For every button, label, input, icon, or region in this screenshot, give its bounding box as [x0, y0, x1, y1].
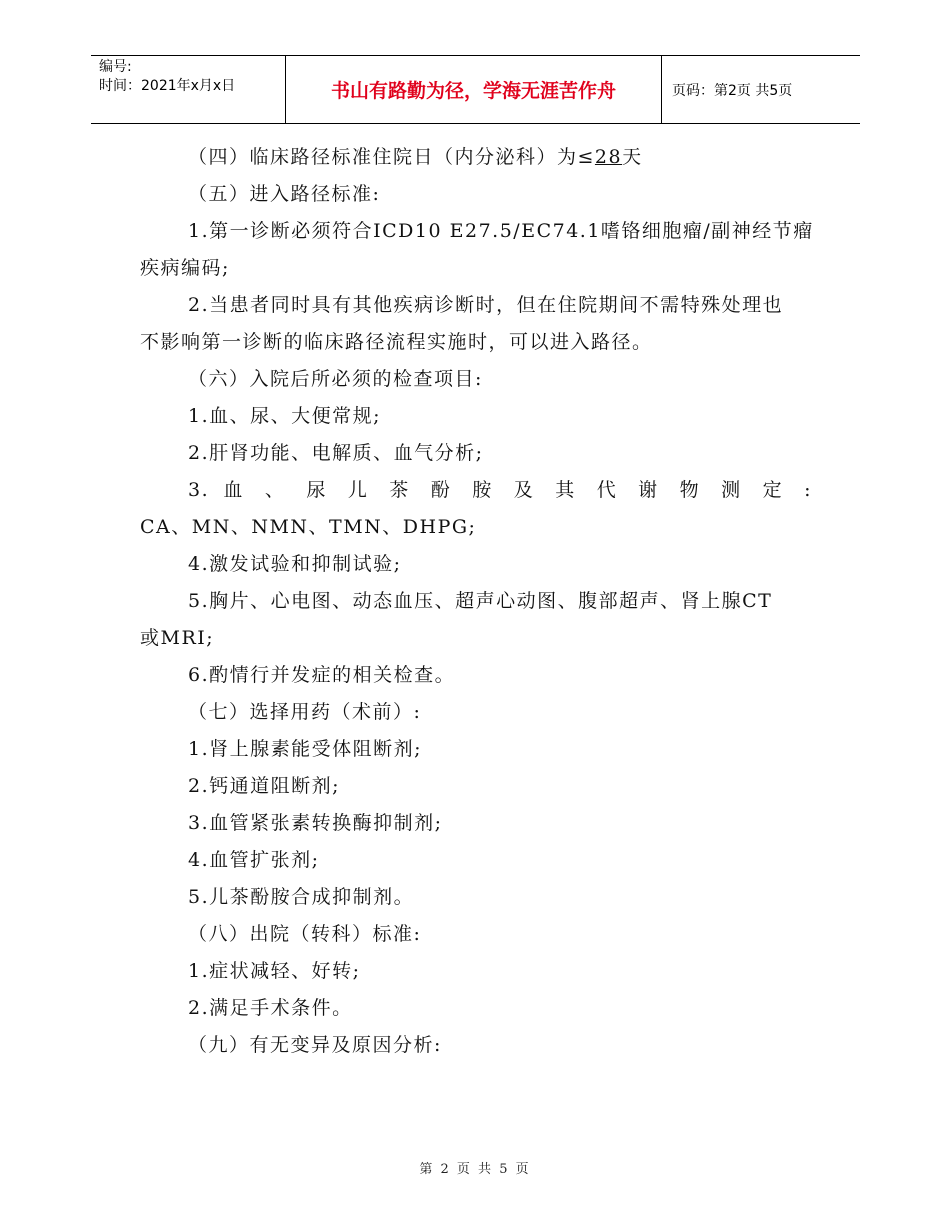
section-5-item-1: 1.第一诊断必须符合ICD10 E27.5/EC74.1嗜铬细胞瘤/副神经节瘤 — [188, 220, 814, 242]
section-4-line — [140, 139, 812, 176]
section-8-item-1: 1.症状减轻、好转; — [188, 960, 361, 982]
header-motto: 书山有路勤为径，学海无涯苦作舟 — [286, 56, 662, 123]
section-5-title: （五）进入路径标准: — [188, 183, 381, 205]
section-4-text: （四）临床路径标准住院日（内分泌科）为≤ — [188, 146, 595, 168]
section-7-item-5: 5.儿茶酚胺合成抑制剂。 — [188, 886, 415, 908]
section-6-item-1: 1.血、尿、大便常规; — [188, 405, 382, 427]
document-body — [140, 139, 812, 1064]
header-page-info: 页码：第2页 共5页 — [672, 82, 793, 99]
code-label: 编号: — [99, 59, 132, 75]
section-6-item-2: 2.肝肾功能、电解质、血气分析; — [188, 442, 484, 464]
section-4-unit: 天 — [622, 146, 643, 168]
time-label: 时间：2021年x月x日 — [99, 78, 236, 94]
section-6-item-4: 4.激发试验和抑制试验; — [188, 553, 402, 575]
header-meta-cell — [91, 56, 286, 123]
page-footer: 第 2 页 共 5 页 — [419, 1162, 531, 1177]
stay-days-value: 28 — [594, 146, 623, 168]
section-6-title: （六）入院后所必须的检查项目: — [188, 368, 483, 390]
header-table — [91, 55, 860, 124]
section-8-title: （八）出院（转科）标准: — [188, 923, 422, 945]
section-7-item-2: 2.钙通道阻断剂; — [188, 775, 341, 797]
section-7-title: （七）选择用药（术前）: — [188, 701, 422, 723]
section-5-item-2: 2.当患者同时具有其他疾病诊断时，但在住院期间不需特殊处理也 — [188, 294, 784, 316]
section-6-item-5: 5.胸片、心电图、动态血压、超声心动图、腹部超声、肾上腺CT — [188, 590, 773, 612]
section-5-item-1-cont: 疾病编码; — [140, 257, 230, 279]
section-9-title: （九）有无变异及原因分析: — [188, 1034, 442, 1056]
section-6-item-5-cont: 或MRI; — [140, 627, 215, 649]
section-6-item-3: 3. 血 、 尿 儿 茶 酚 胺 及 其 代 谢 物 测 定 : — [188, 479, 812, 501]
section-7-item-1: 1.肾上腺素能受体阻断剂; — [188, 738, 423, 760]
section-8-item-2: 2.满足手术条件。 — [188, 997, 353, 1019]
section-7-item-3: 3.血管紧张素转换酶抑制剂; — [188, 812, 443, 834]
section-6-item-3-cont: CA、MN、NMN、TMN、DHPG; — [140, 516, 477, 538]
section-6-item-6: 6.酌情行并发症的相关检查。 — [188, 664, 456, 686]
section-5-item-2-cont: 不影响第一诊断的临床路径流程实施时，可以进入路径。 — [140, 331, 653, 353]
section-7-item-4: 4.血管扩张剂; — [188, 849, 320, 871]
